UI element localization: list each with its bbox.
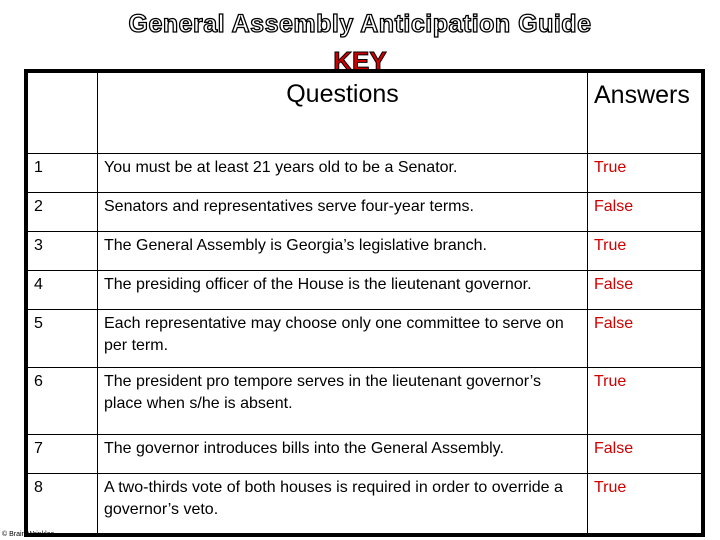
header-answers: Answers xyxy=(588,73,702,154)
table-row xyxy=(28,271,702,310)
row-number: 6 xyxy=(28,368,98,435)
row-answer: True xyxy=(588,154,702,193)
row-number: 4 xyxy=(28,271,98,310)
row-answer: False xyxy=(588,310,702,368)
key-label: KEY xyxy=(333,46,387,76)
table-row xyxy=(28,154,702,193)
anticipation-guide-table xyxy=(27,72,702,534)
row-number: 2 xyxy=(28,193,98,232)
table-row xyxy=(28,193,702,232)
row-number: 3 xyxy=(28,232,98,271)
table-row xyxy=(28,232,702,271)
row-question: The General Assembly is Georgia’s legislative branch. xyxy=(98,232,588,271)
table-row xyxy=(28,310,702,368)
copyright-notice: © Brain Wrinkles xyxy=(2,531,55,538)
page-title: General Assembly Anticipation Guide xyxy=(128,10,592,38)
table-row xyxy=(28,368,702,435)
row-number: 5 xyxy=(28,310,98,368)
row-question: You must be at least 21 years old to be a Senator. xyxy=(98,154,588,193)
row-question: A two-thirds vote of both houses is required in order to override a governor’s veto. xyxy=(98,474,588,534)
table-header-row xyxy=(28,73,702,154)
row-question: The president pro tempore serves in the lieutenant governor’s place when s/he is absent. xyxy=(98,368,588,435)
table-row xyxy=(28,435,702,474)
row-number: 8 xyxy=(28,474,98,534)
row-question: Senators and representatives serve four-year terms. xyxy=(98,193,588,232)
row-answer: True xyxy=(588,232,702,271)
row-answer: False xyxy=(588,193,702,232)
row-question: The governor introduces bills into the General Assembly. xyxy=(98,435,588,474)
header-questions: Questions xyxy=(98,73,588,154)
row-answer: False xyxy=(588,435,702,474)
row-answer: True xyxy=(588,368,702,435)
row-question: Each representative may choose only one committee to serve on per term. xyxy=(98,310,588,368)
header-number xyxy=(28,73,98,154)
row-answer: False xyxy=(588,271,702,310)
row-number: 7 xyxy=(28,435,98,474)
row-answer: True xyxy=(588,474,702,534)
row-number: 1 xyxy=(28,154,98,193)
table-row xyxy=(28,474,702,534)
row-question: The presiding officer of the House is the lieutenant governor. xyxy=(98,271,588,310)
